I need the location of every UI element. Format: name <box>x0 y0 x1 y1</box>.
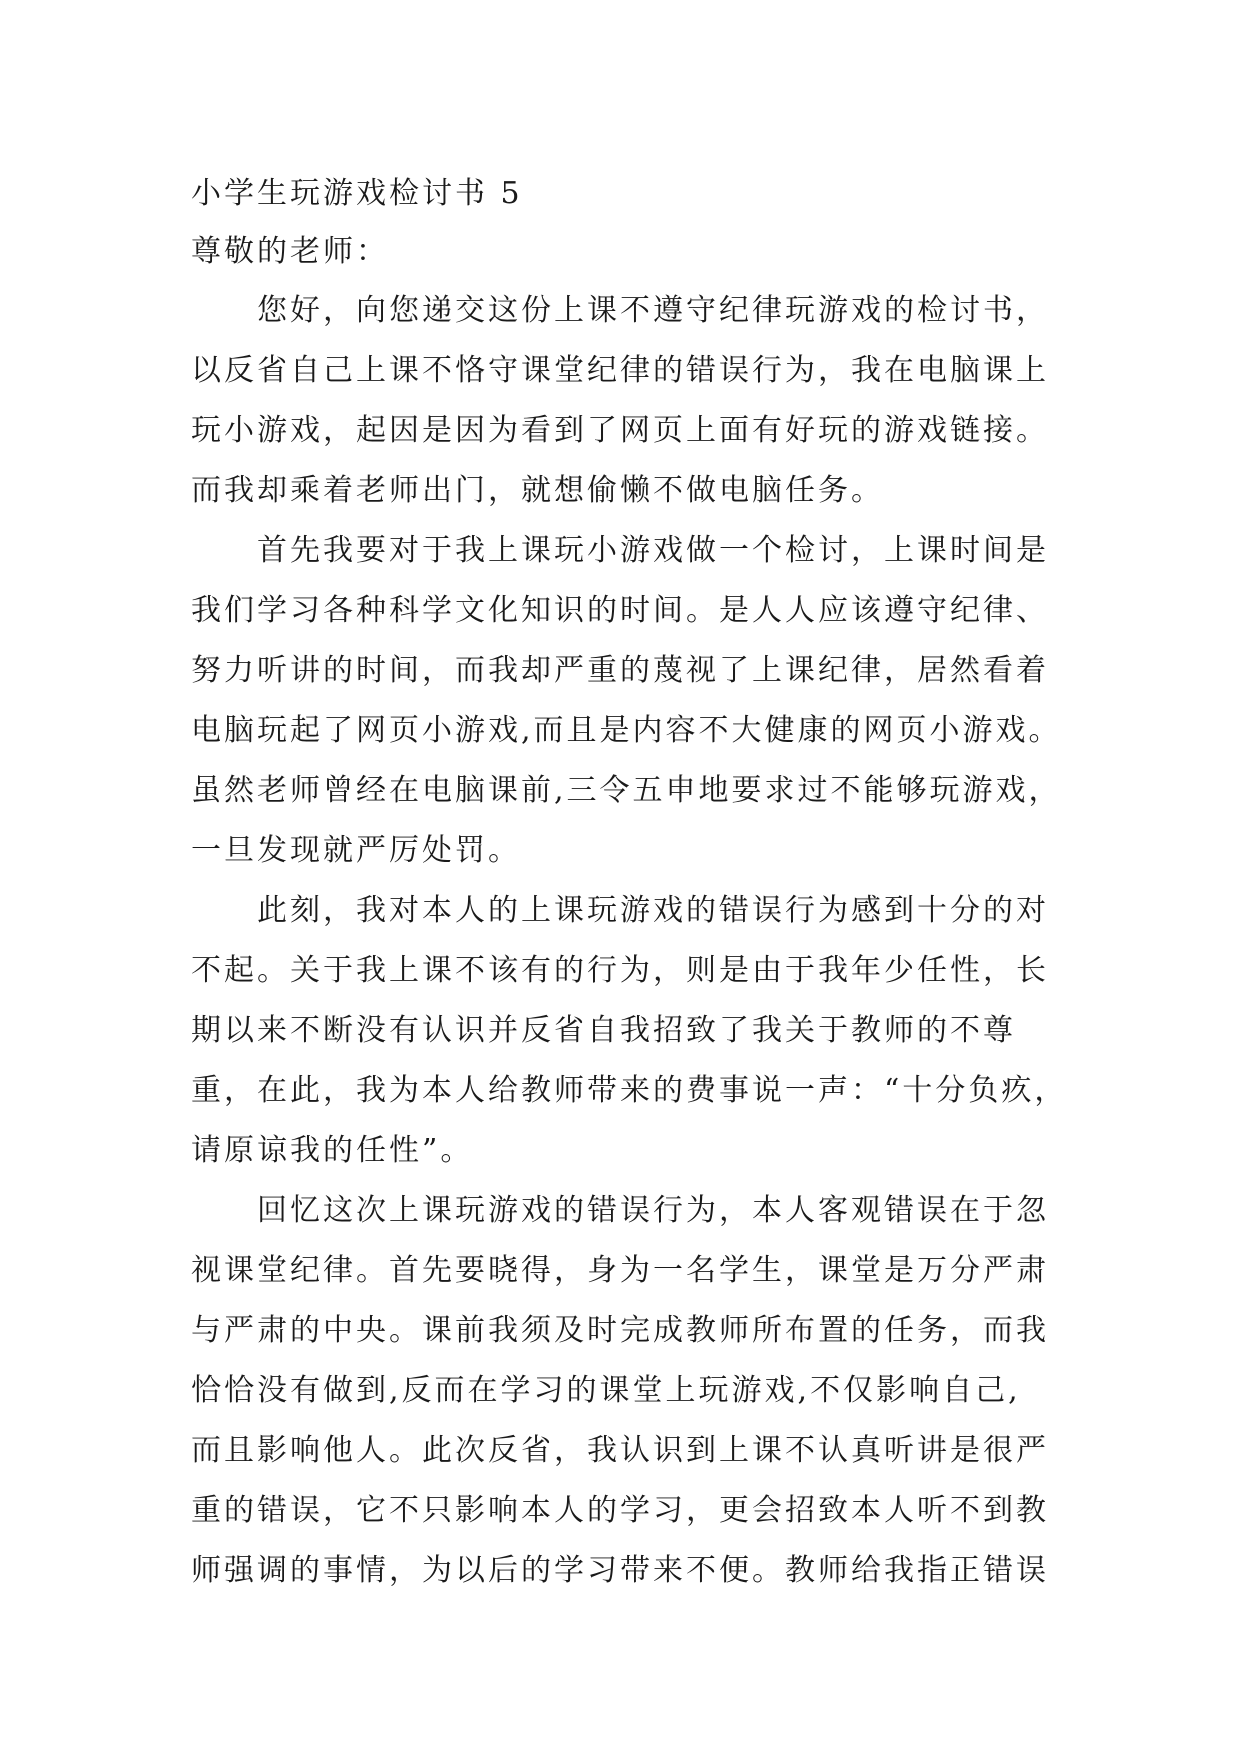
paragraph-line: 以反省自己上课不恪守课堂纪律的错误行为，我在电脑课上 <box>191 353 1049 388</box>
paragraph-line: 您好，向您递交这份上课不遵守纪律玩游戏的检讨书， <box>257 293 1049 328</box>
paragraph-1 <box>191 281 1071 521</box>
paragraph-line: 电脑玩起了网页小游戏,而且是内容不大健康的网页小游戏。 <box>191 713 1062 748</box>
paragraph-line: 虽然老师曾经在电脑课前,三令五申地要求过不能够玩游戏， <box>191 773 1062 808</box>
paragraph-2 <box>191 521 1071 881</box>
paragraph-line: 重，在此，我为本人给教师带来的费事说一声：“十分负疚， <box>191 1073 1068 1108</box>
salutation: 尊敬的老师： <box>191 234 389 269</box>
paragraph-line: 重的错误，它不只影响本人的学习，更会招致本人听不到教 <box>191 1493 1049 1528</box>
paragraph-line: 我们学习各种科学文化知识的时间。是人人应该遵守纪律、 <box>191 593 1049 628</box>
paragraph-line: 努力听讲的时间，而我却严重的蔑视了上课纪律，居然看着 <box>191 653 1049 688</box>
paragraph-line: 玩小游戏，起因是因为看到了网页上面有好玩的游戏链接。 <box>191 413 1049 448</box>
paragraph-line: 而我却乘着老师出门，就想偷懒不做电脑任务。 <box>191 473 884 508</box>
paragraph-line: 师强调的事情，为以后的学习带来不便。教师给我指正错误 <box>191 1553 1049 1588</box>
paragraph-line: 一旦发现就严厉处罚。 <box>191 833 521 868</box>
paragraph-line: 不起。关于我上课不该有的行为，则是由于我年少任性，长 <box>191 953 1049 988</box>
paragraph-3 <box>191 881 1071 1181</box>
document-body <box>191 165 1071 1601</box>
paragraph-line: 与严肃的中央。课前我须及时完成教师所布置的任务，而我 <box>191 1313 1049 1348</box>
document-title: 小学生玩游戏检讨书 5 <box>191 176 523 211</box>
paragraph-line: 期以来不断没有认识并反省自我招致了我关于教师的不尊 <box>191 1013 1016 1048</box>
paragraph-4 <box>191 1181 1071 1601</box>
paragraph-line: 请原谅我的任性”。 <box>191 1133 474 1168</box>
paragraph-line: 此刻，我对本人的上课玩游戏的错误行为感到十分的对 <box>257 893 1049 928</box>
paragraph-line: 恰恰没有做到,反而在学习的课堂上玩游戏,不仅影响自己, <box>191 1373 1021 1408</box>
paragraph-line: 视课堂纪律。首先要晓得，身为一名学生，课堂是万分严肃 <box>191 1253 1049 1288</box>
paragraph-line: 首先我要对于我上课玩小游戏做一个检讨，上课时间是 <box>257 533 1049 568</box>
paragraph-line: 而且影响他人。此次反省，我认识到上课不认真听讲是很严 <box>191 1433 1049 1468</box>
paragraph-line: 回忆这次上课玩游戏的错误行为，本人客观错误在于忽 <box>257 1193 1049 1228</box>
